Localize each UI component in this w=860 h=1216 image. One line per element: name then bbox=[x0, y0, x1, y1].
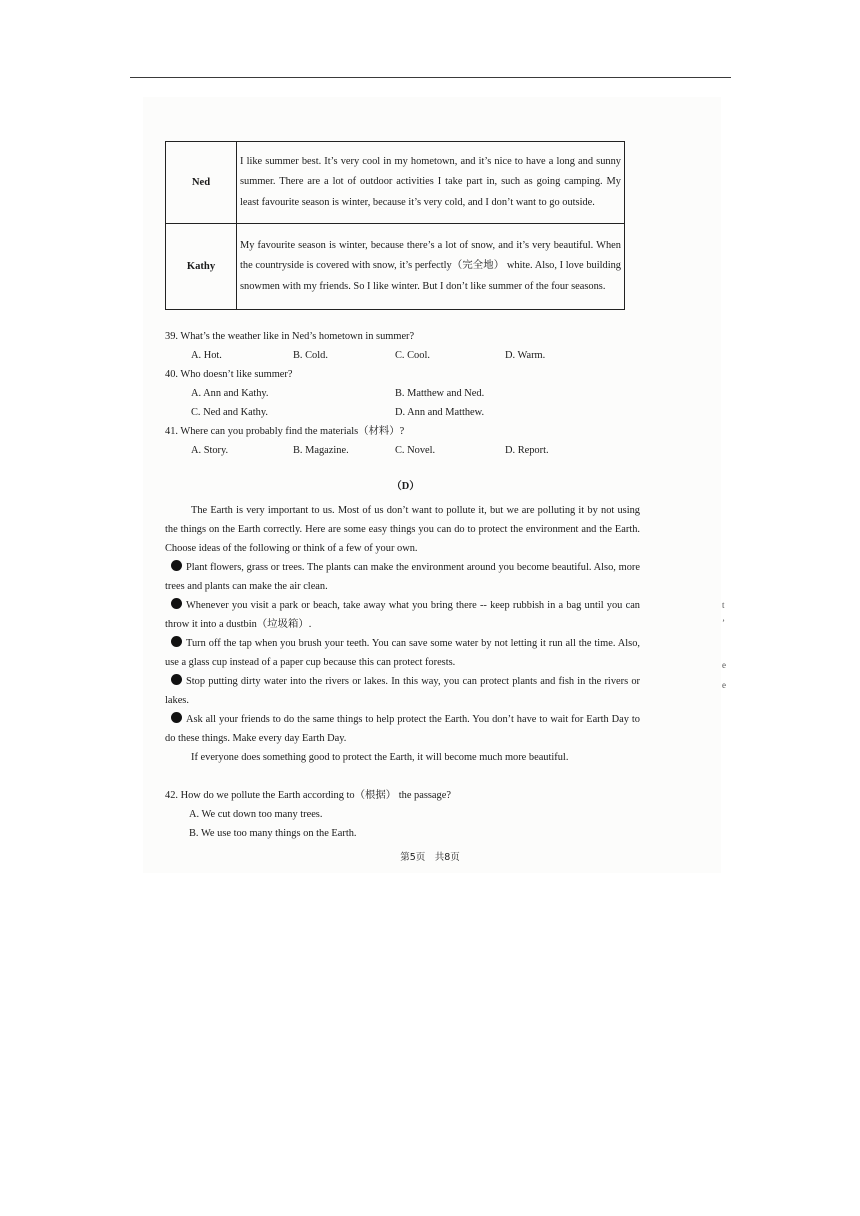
bullet-dot-icon bbox=[171, 598, 182, 609]
bullet-dot-icon bbox=[171, 636, 182, 647]
option[interactable]: A. Story. bbox=[191, 445, 229, 456]
table-row-ned bbox=[166, 142, 625, 224]
option[interactable]: C. Ned and Kathy. bbox=[191, 407, 268, 418]
bullet-item bbox=[165, 710, 640, 748]
options-40-row2 bbox=[165, 403, 640, 422]
name-cell: Ned bbox=[166, 142, 237, 224]
bullet-dot-icon bbox=[171, 712, 182, 723]
option[interactable]: D. Ann and Matthew. bbox=[395, 407, 485, 418]
bullet-text: Ask all your friends to do the same things to help protect the Earth. You don’t have to wait for Earth Day to do these things. Make every day Earth Day. bbox=[165, 714, 640, 744]
table-row-kathy bbox=[166, 224, 625, 310]
option[interactable]: D. Warm. bbox=[505, 350, 546, 361]
options-40-row1 bbox=[165, 384, 640, 403]
option[interactable]: B. Matthew and Ned. bbox=[395, 388, 485, 399]
bullet-item bbox=[165, 596, 640, 634]
option[interactable]: A. Hot. bbox=[191, 350, 222, 361]
question-41: 41. Where can you probably find the materials（材料）? bbox=[165, 426, 405, 437]
opinion-table bbox=[165, 141, 625, 310]
opinion-text: My favourite season is winter, because there’s a lot of snow, and it’s very beautiful. When the countryside is covered with snow, it’s perfectly（完全地） white. Also, I love building snowmen with my friends. So I like winter. But I don’t like summer of the four seasons. bbox=[237, 224, 625, 310]
option[interactable]: D. Report. bbox=[505, 445, 549, 456]
option[interactable]: C. Cool. bbox=[395, 350, 430, 361]
bullet-text: Turn off the tap when you brush your teeth. You can save some water by not letting it run all the time. Also, use a glass cup instead of a paper cup because this can protect forests. bbox=[165, 638, 640, 668]
options-41 bbox=[165, 441, 640, 460]
opinion-text: I like summer best. It’s very cool in my hometown, and it’s nice to have a long and sunny summer. There are a lot of outdoor activities I take part in, such as going camping. My least favourite season is winter, because it’s very cold, and I don’t want to go outside. bbox=[237, 142, 625, 224]
option[interactable]: B. Cold. bbox=[293, 350, 328, 361]
bullet-dot-icon bbox=[171, 560, 182, 571]
bullet-item bbox=[165, 672, 640, 710]
option[interactable]: B. We use too many things on the Earth. bbox=[189, 828, 357, 839]
question-42: 42. How do we pollute the Earth according to（根据） the passage? bbox=[165, 790, 451, 801]
bullet-dot-icon bbox=[171, 674, 182, 685]
name-cell: Kathy bbox=[166, 224, 237, 310]
option[interactable]: C. Novel. bbox=[395, 445, 436, 456]
document-body bbox=[165, 141, 640, 843]
bullet-text: Whenever you visit a park or beach, take away what you bring there -- keep rubbish in a bag until you can throw it into a dustbin（垃圾箱）. bbox=[165, 600, 640, 630]
bullet-text: Plant flowers, grass or trees. The plants can make the environment around you become beautiful. Also, more trees and plants can make the air clean. bbox=[165, 562, 640, 592]
bullet-text: Stop putting dirty water into the rivers or lakes. In this way, you can protect plants and fish in the rivers or lakes. bbox=[165, 676, 640, 706]
page-footer: 第5页 共8页 bbox=[400, 852, 460, 863]
question-40: 40. Who doesn’t like summer? bbox=[165, 369, 293, 380]
passage-closing: If everyone does something good to protect the Earth, it will become much more beautiful. bbox=[191, 752, 569, 763]
top-rule bbox=[130, 77, 731, 78]
margin-mark: e bbox=[722, 660, 726, 670]
section-title: （D） bbox=[391, 481, 420, 492]
margin-mark: t bbox=[722, 600, 725, 610]
option[interactable]: A. We cut down too many trees. bbox=[189, 809, 323, 820]
question-39: 39. What’s the weather like in Ned’s hometown in summer? bbox=[165, 331, 415, 342]
bullet-item bbox=[165, 558, 640, 596]
margin-mark: ’ bbox=[722, 618, 725, 628]
option[interactable]: A. Ann and Kathy. bbox=[191, 388, 269, 399]
bullet-item bbox=[165, 634, 640, 672]
passage-intro: The Earth is very important to us. Most of us don’t want to pollute it, but we are polluting it by not using the things on the Earth correctly. Here are some easy things you can do to protect the environment and the Earth. Choose ideas of the following or think of a few of your own. bbox=[165, 505, 640, 554]
margin-mark: e bbox=[722, 680, 726, 690]
options-39 bbox=[165, 346, 640, 365]
option[interactable]: B. Magazine. bbox=[293, 445, 349, 456]
